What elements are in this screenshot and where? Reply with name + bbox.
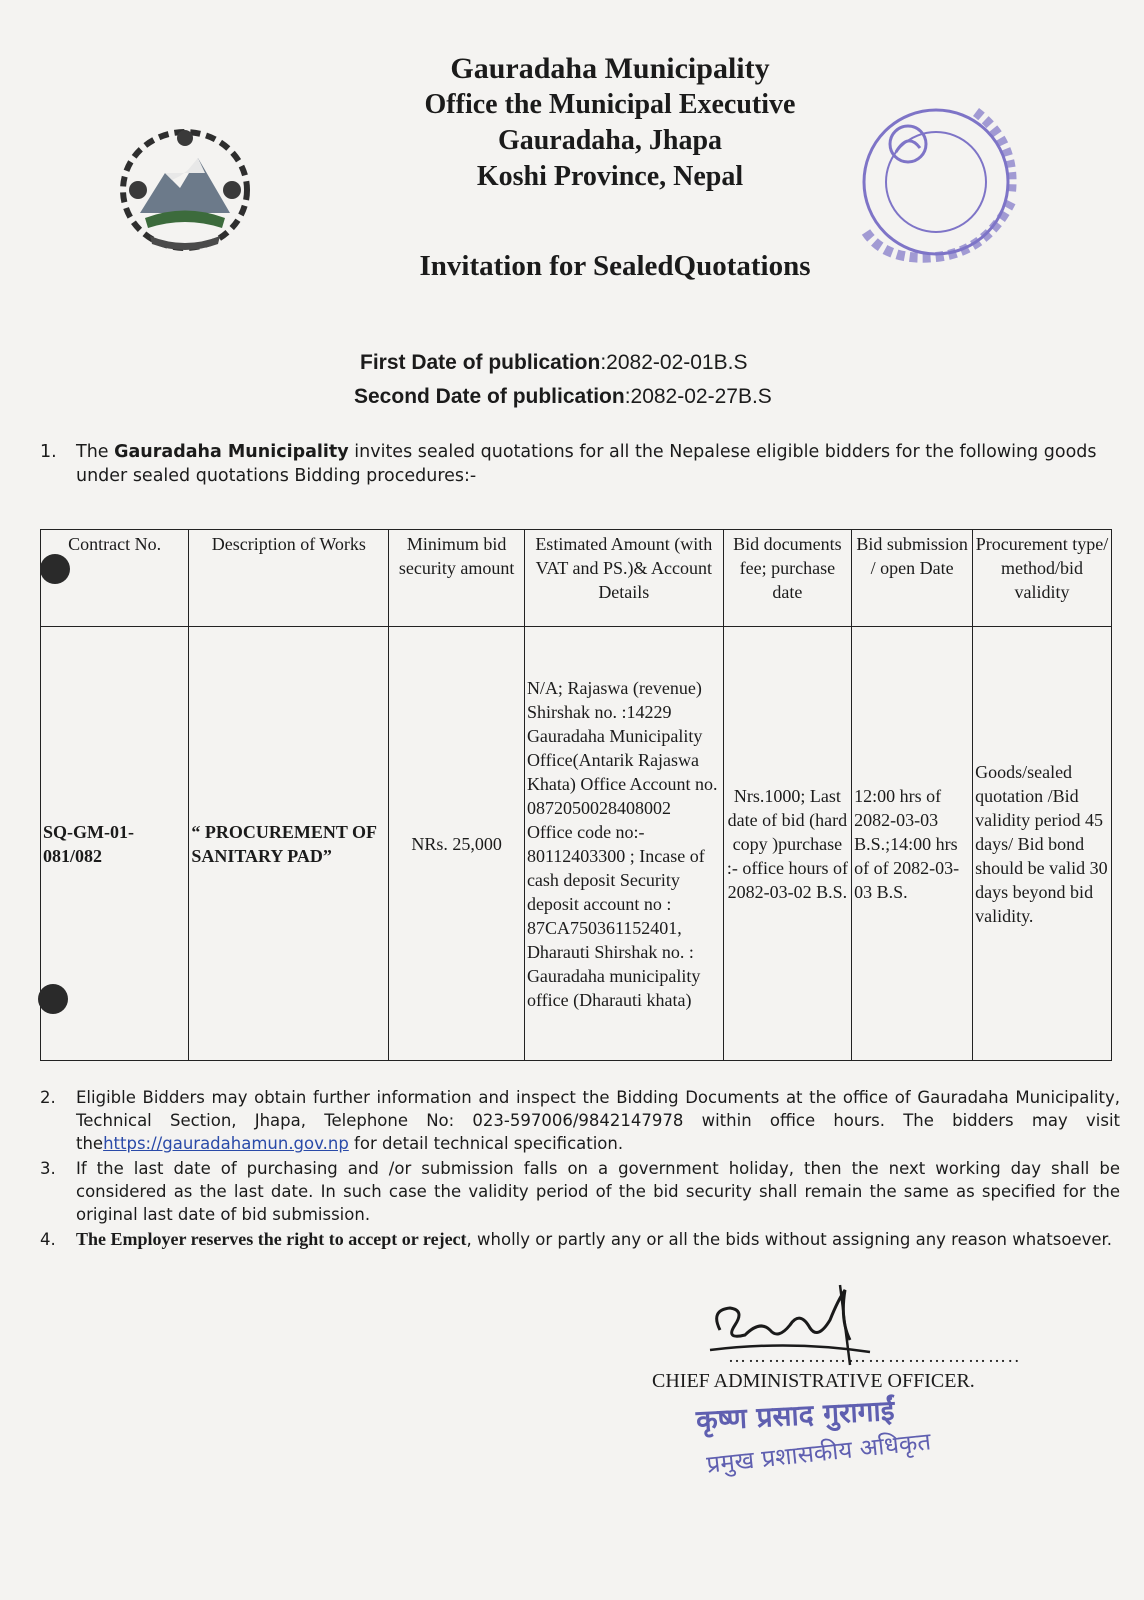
list-item: 3. If the last date of purchasing and /or submission falls on a government holiday, then the next working day shall be considered as the last date. In such case the validity period of the bid security shall remain the same as specified for the original last date of bid submission. [40, 1159, 1120, 1224]
header-description: Description of Works [189, 530, 389, 627]
header-min-bid-security: Minimum bid security amount [389, 530, 525, 627]
office-name: Office the Municipal Executive [424, 89, 796, 120]
list-item: 2. Eligible Bidders may obtain further information and inspect the Bidding Documents at the office of Gauradaha Municipality, Technical Section, Jhapa, Telephone No: 023-597006/9842147978 within office hours. The bidders may visit thehttps://gauradahamun.gov.np for detail technical specification. [40, 1088, 1120, 1153]
header-procurement-type: Procurement type/ method/bid validity [973, 530, 1112, 627]
cell-procurement-type: Goods/sealed quotation /Bid validity period 45 days/ Bid bond should be valid 30 days beyond bid validity. [973, 627, 1112, 1061]
second-publication-date: Second Date of publication:2082-02-27B.S [354, 385, 772, 408]
cell-submission-date: 12:00 hrs of 2082-03-03 B.S.;14:00 hrs of of 2082-03-03 B.S. [852, 627, 973, 1061]
publication-dates [354, 346, 772, 414]
terms-list [40, 1086, 1120, 1253]
bid-details-table [40, 529, 1112, 1061]
document-title: Invitation for SealedQuotations [419, 250, 811, 282]
first-publication-date: First Date of publication:2082-02-01B.S [360, 351, 748, 374]
officer-title: CHIEF ADMINISTRATIVE OFFICER. [652, 1370, 975, 1392]
nepal-emblem-logo [110, 118, 260, 258]
signature-line: …………………………………….. [728, 1346, 1021, 1366]
letterhead [330, 50, 890, 195]
officer-title-stamp: प्रमुख प्रशासकीय अधिकृत [705, 1427, 933, 1479]
cell-description: “ PROCUREMENT OF SANITARY PAD” [189, 627, 389, 1061]
cell-estimated-amount: N/A; Rajaswa (revenue) Shirshak no. :14229 Gauradaha Municipality Office(Antarik Rajaswa Khata) Office Account no. 0872050028408002 Office code no:- 80112403300 ; Incase of cash deposit Security deposit account no : 87CA750361152401, Dharauti Shirshak no. : Gauradaha municipality office (Dharauti khata) [524, 627, 723, 1061]
list-item: 4. The Employer reserves the right to accept or reject, wholly or partly any or all the bids without assigning any reason whatsoever. [40, 1229, 1113, 1249]
table-row [41, 627, 1112, 1061]
cell-min-bid-security: NRs. 25,000 [389, 627, 525, 1061]
invitation-paragraph: 1. The Gauradaha Municipality invites sealed quotations for all the Nepalese eligible bidders for the following goods under sealed quotations Bidding procedures:- [40, 442, 1097, 486]
header-contract-no: Contract No. [41, 530, 189, 627]
punch-hole-bottom [38, 984, 68, 1014]
municipality-website-link[interactable]: https://gauradahamun.gov.np [103, 1134, 349, 1153]
header-estimated-amount: Estimated Amount (with VAT and PS.)& Account Details [524, 530, 723, 627]
header-submission-date: Bid submission / open Date [852, 530, 973, 627]
officer-name-stamp: कृष्ण प्रसाद गुरागाईं [695, 1393, 896, 1438]
punch-hole-top [40, 554, 70, 584]
table-header-row [41, 530, 1112, 627]
province-country: Koshi Province, Nepal [476, 161, 744, 192]
office-location: Gauradaha, Jhapa [497, 125, 723, 156]
municipality-name: Gauradaha Municipality [450, 52, 770, 85]
cell-bid-doc-fee: Nrs.1000; Last date of bid (hard copy )purchase :- office hours of 2082-03-02 B.S. [723, 627, 851, 1061]
header-bid-doc-fee: Bid documents fee; purchase date [723, 530, 851, 627]
cell-contract-no: SQ-GM-01-081/082 [41, 627, 189, 1061]
